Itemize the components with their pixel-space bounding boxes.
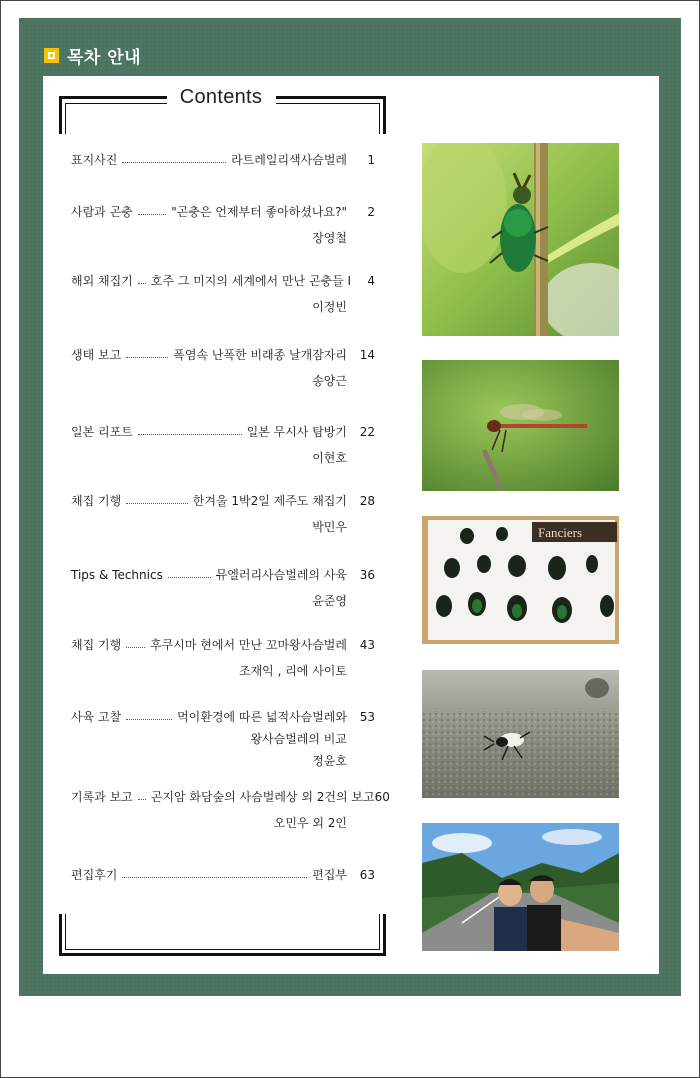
toc-page-number: 60	[374, 790, 390, 804]
beetle-collection-photo	[422, 516, 619, 644]
toc-section: 채집 기행	[71, 638, 122, 652]
toc-title-continued: 왕사슴벌레의 비교	[250, 732, 347, 746]
toc-title: 일본 무시사 탐방기	[246, 425, 347, 439]
toc-entry	[71, 564, 375, 612]
toc-page-number: 43	[359, 638, 375, 652]
toc-section: 편집후기	[71, 868, 118, 882]
leader-dots	[126, 357, 168, 358]
toc-title: 곤지암 화담숲의 사슴벌레상 외 2건의 보고	[150, 790, 375, 804]
stag-beetle-on-stem-photo	[422, 143, 619, 336]
leader-dots	[168, 577, 211, 578]
selfie-photo	[422, 823, 619, 951]
fanciers-label: Fanciers	[538, 525, 583, 540]
toc-author: 박민우	[312, 520, 347, 534]
leader-dots	[138, 799, 146, 800]
toc-entry	[71, 149, 375, 171]
toc-author: 조재익 , 리에 사이토	[239, 664, 347, 678]
toc-entry	[71, 490, 375, 538]
toc-page-number: 28	[359, 494, 375, 508]
toc-title: 한겨울 1박2일 제주도 채집기	[192, 494, 347, 508]
header-title: 목차 안내	[67, 48, 142, 68]
toc-entry	[71, 864, 375, 886]
leader-dots	[122, 877, 307, 878]
toc-title: "곤충은 언제부터 좋아하셨나요?"	[171, 205, 347, 219]
leader-dots	[126, 647, 145, 648]
yellow-square-icon	[44, 48, 59, 63]
toc-page-number: 4	[367, 274, 375, 288]
toc-title: 편집부	[312, 868, 347, 882]
toc-section: 사육 고찰	[71, 710, 122, 724]
toc-title: 라트레일리색사슴벌레	[231, 153, 347, 167]
toc-section: 표지사진	[71, 153, 118, 167]
toc-page-number: 2	[367, 205, 375, 219]
toc-page-number: 53	[359, 710, 375, 724]
leader-dots	[138, 214, 166, 215]
toc-section: 기록과 보고	[71, 790, 133, 804]
toc-entry	[71, 344, 375, 392]
toc-page-number: 14	[359, 348, 375, 362]
toc-page-number: 1	[367, 153, 375, 167]
toc-author: 송양근	[312, 374, 347, 388]
leader-dots	[126, 503, 188, 504]
toc-section: Tips & Technics	[71, 568, 163, 582]
small-beetle-on-ground-photo	[422, 670, 619, 798]
toc-author: 윤준영	[312, 594, 347, 608]
contents-title: Contents	[179, 86, 263, 108]
toc-entry	[71, 201, 375, 249]
toc-author: 정윤호	[312, 754, 347, 768]
toc-author: 이정빈	[312, 300, 347, 314]
toc-author: 이현호	[312, 451, 347, 465]
toc-section: 생태 보고	[71, 348, 122, 362]
toc-entry	[71, 421, 375, 469]
toc-section: 사람과 곤충	[71, 205, 133, 219]
toc-section: 일본 리포트	[71, 425, 133, 439]
leader-dots	[138, 434, 242, 435]
toc-title: 폭염속 난폭한 비래종 날개잠자리	[173, 348, 347, 362]
toc-entry	[71, 634, 375, 682]
toc-section: 채집 기행	[71, 494, 122, 508]
toc-title: 후쿠시마 현에서 만난 꼬마왕사슴벌레	[150, 638, 347, 652]
toc-title: 먹이환경에 따른 넓적사슴벌레와	[177, 710, 347, 724]
leader-dots	[138, 283, 146, 284]
toc-page-number: 22	[359, 425, 375, 439]
toc-entry	[71, 270, 375, 318]
toc-entry	[71, 786, 390, 834]
toc-entry	[71, 706, 375, 772]
toc-author: 장영철	[312, 231, 347, 245]
toc-title: 뮤엘러리사슴벌레의 사육	[215, 568, 347, 582]
dragonfly-photo	[422, 360, 619, 491]
toc-section: 해외 채집기	[71, 274, 133, 288]
leader-dots	[126, 719, 172, 720]
leader-dots	[122, 162, 226, 163]
toc-title: 호주 그 미지의 세계에서 만난 곤충들 I	[150, 274, 352, 288]
toc-page-number: 36	[359, 568, 375, 582]
section-header	[44, 43, 141, 68]
toc-page-number: 63	[359, 868, 375, 882]
toc-author: 오민우 외 2인	[273, 816, 347, 830]
